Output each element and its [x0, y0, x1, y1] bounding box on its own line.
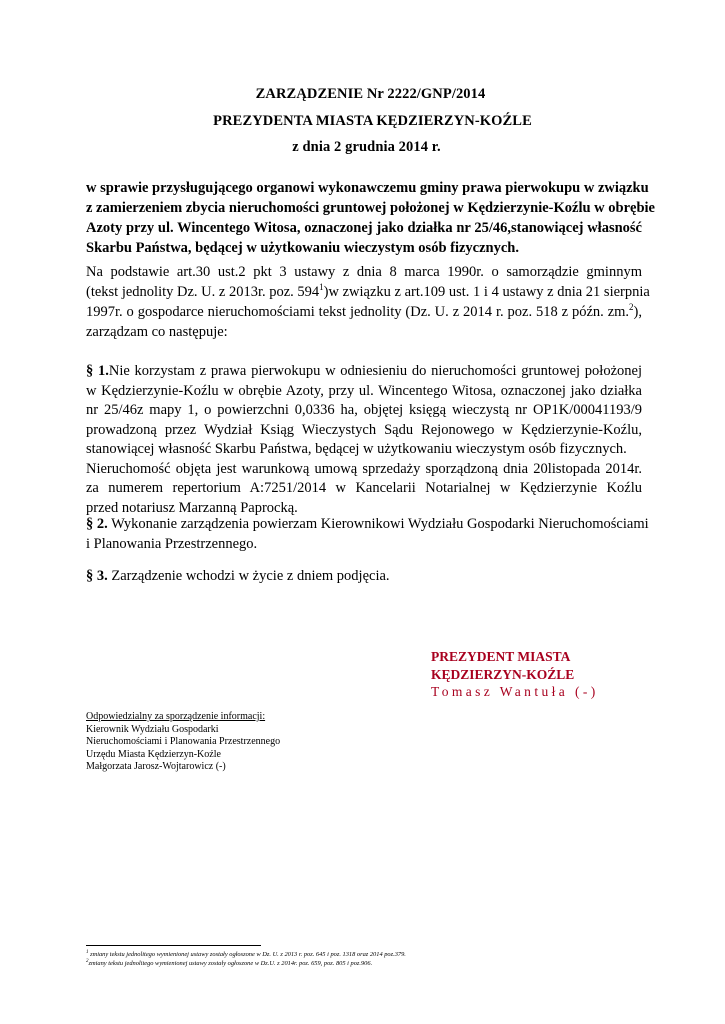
document-title: ZARZĄDZENIE Nr 2222/GNP/2014 [255, 86, 486, 102]
footnotes [86, 951, 406, 968]
signature-name: Tomasz Wantuła (-) [431, 684, 599, 699]
signature-title: KĘDZIERZYN-KOŹLE [431, 666, 575, 682]
section-3 [86, 566, 642, 586]
responsible-line: Urzędu Miasta Kędzierzyn-Koźle [86, 748, 221, 760]
basis-line [86, 302, 642, 322]
section-line: w Kędzierzynie-Koźlu w obrębie Azoty, przy ul. Wincentego Witosa, oznaczonej jako działka [86, 382, 642, 399]
section-1 [86, 362, 642, 518]
responsible-line: Małgorzata Jarosz-Wojtarowicz (-) [86, 761, 226, 773]
basis-line: zarządzam co następuje: [86, 324, 228, 340]
section-line [86, 514, 649, 534]
section-line: Nieruchomość objęta jest warunkową umową sprzedaży sporządzoną dnia 20listopada 2014r. [86, 460, 642, 477]
responsible-line: Nieruchomościami i Planowania Przestrzennego [86, 736, 281, 748]
document-issuer: PREZYDENTA MIASTA KĘDZIERZYN-KOŹLE [213, 113, 532, 129]
responsible-heading: Odpowiedzialny za sporządzenie informacji: [86, 711, 266, 722]
footnote [86, 960, 406, 969]
signature-block [431, 648, 599, 701]
subject-line: z zamierzeniem zbycia nieruchomości gruntowej położonej w Kędzierzynie-Koźlu w obrębie [86, 200, 655, 216]
document-date: z dnia 2 grudnia 2014 r. [292, 139, 441, 155]
legal-basis-paragraph [86, 262, 650, 342]
basis-text: )w związku z art.109 ust. 1 i 4 ustawy z dnia 21 sierpnia [323, 284, 650, 300]
section-line: przed notariusz Marzanną Paprocką. [86, 499, 298, 516]
section-line: nr 25/46z mapy 1, o powierzchni 0,0336 ha, objętej księgą wieczystą nr OP1K/00041193/9 [86, 402, 642, 418]
section-text: Zarządzenie wchodzi w życie z dniem podjęcia. [107, 568, 390, 584]
basis-text: 1997r. o gospodarce nieruchomościami tekst jednolity (Dz. U. z 2014 r. poz. 518 z późn. zm. [86, 304, 630, 320]
section-symbol: § 3. [86, 568, 108, 584]
subject-paragraph [86, 178, 655, 258]
section-symbol: § 1. [86, 363, 109, 379]
section-symbol: § 2. [86, 516, 108, 532]
subject-line: Azoty przy ul. Wincentego Witosa, oznaczonej jako działka nr 25/46,stanowiącej własność [86, 220, 642, 236]
section-line: prowadzoną przez Wydział Ksiąg Wieczystych Sądu Rejonowego w Kędzierzynie-Koźlu, [86, 421, 642, 438]
basis-text: (tekst jednolity Dz. U. z 2013r. poz. 594 [86, 284, 320, 300]
footnote [86, 951, 406, 960]
responsible-line: Kierownik Wydziału Gospodarki [86, 723, 219, 735]
footnote-mark: 1 [86, 949, 89, 955]
section-text: Wykonanie zarządzenia powierzam Kierownikowi Wydziału Gospodarki Nieruchomościami [107, 516, 649, 532]
signature-title: PREZYDENT MIASTA [431, 649, 571, 664]
basis-text: ), [633, 304, 642, 320]
footnote-mark: 2 [86, 958, 89, 964]
subject-line: Skarbu Państwa, będącej w użytkowaniu wieczystym osób fizycznych. [86, 240, 519, 256]
basis-line [86, 282, 650, 302]
basis-line: Na podstawie art.30 ust.2 pkt 3 ustawy z dnia 8 marca 1990r. o samorządzie gminnym [86, 264, 642, 280]
footnote-ref: 1 [319, 282, 324, 293]
section-line: za numerem repertorium A:7251/2014 w Kancelarii Notarialnej w Kędzierzynie Koźlu [86, 480, 642, 496]
section-line: stanowiącej własność Skarbu Państwa, będącej w użytkowaniu wieczystym osób fizycznych. [86, 441, 627, 457]
section-text: Nie korzystam z prawa pierwokupu w odniesieniu do nieruchomości gruntowej położonej [108, 363, 642, 379]
section-line [86, 362, 642, 382]
section-line [86, 566, 642, 586]
footnote-text: zmiany tekstu jednolitego wymienionej ustawy zostały ogłoszone w Dz. U. z 2013 r. poz. 645 i poz. 1318 oraz 2014 poz.379. [88, 951, 406, 958]
section-2 [86, 514, 649, 554]
responsible-block [86, 711, 280, 774]
footnote-divider [86, 945, 261, 946]
footnote-text: zmiany tekstu jednolitego wymienionej ustawy zostały ogłoszone w Dz.U. z 2014r. poz. 659, poz. 805 i poz.906. [88, 959, 373, 967]
subject-line: w sprawie przysługującego organowi wykonawczemu gminy prawa pierwokupu w związku [86, 180, 649, 196]
footnote-ref: 2 [629, 302, 634, 313]
section-line: i Planowania Przestrzennego. [86, 536, 258, 552]
